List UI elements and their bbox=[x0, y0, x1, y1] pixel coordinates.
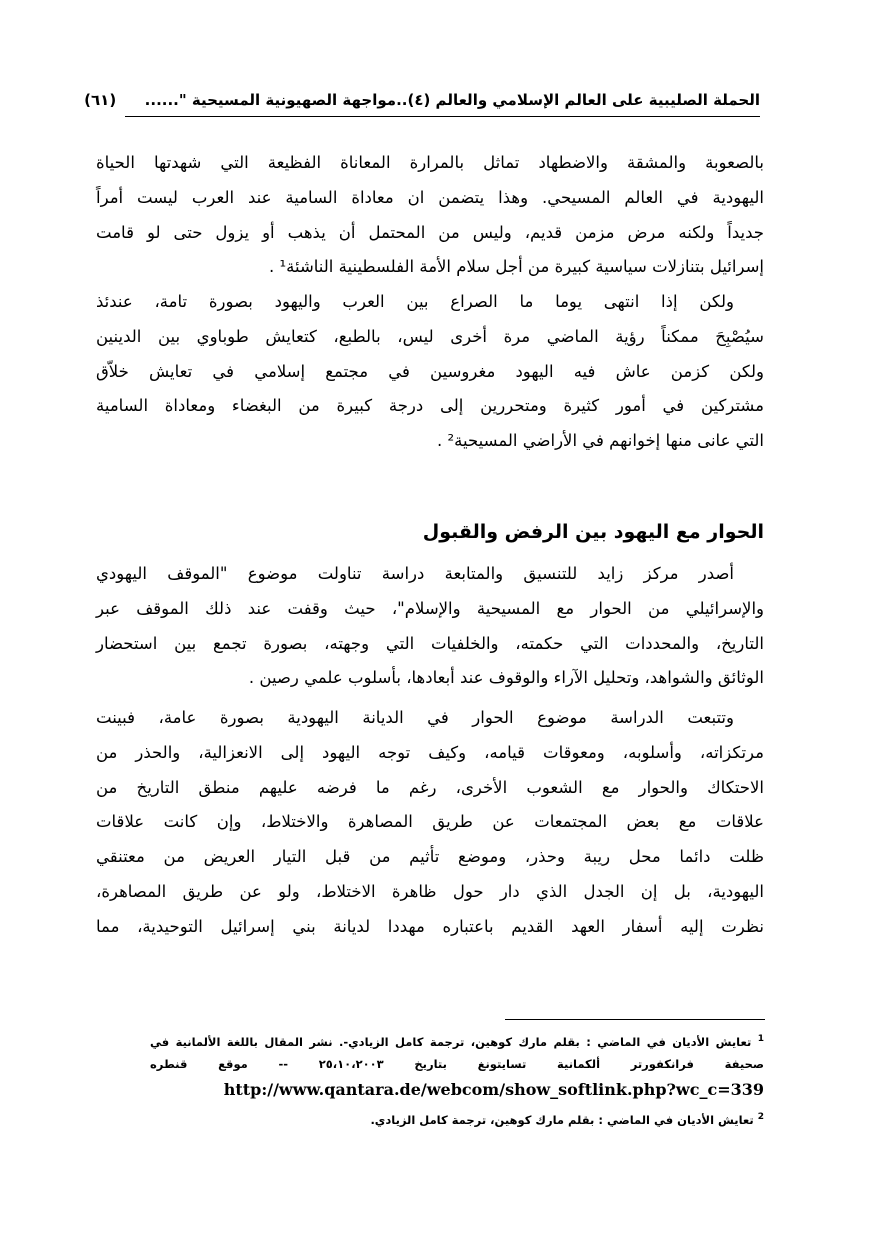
footnote-marker: 1 bbox=[757, 1034, 764, 1044]
paragraph-line: ولكن كزمن عاش فيه اليهود مغروسين في مجتمع إسلامي في تعايش خلاّق bbox=[96, 361, 764, 381]
footnote-2 bbox=[150, 1106, 764, 1131]
paragraph-line: مرتكزاته، وأسلوبه، ومعوقات قيامه، وكيف توجه اليهود إلى الانعزالية، والحذر من bbox=[96, 742, 764, 762]
paragraph-line: جديداً ولكنه مرض مزمن قديم، وليس من المحتمل أن يذهب أو يزول حتى لو قامت bbox=[96, 222, 764, 242]
paragraph-line: بالصعوبة والمشقة والاضطهاد تماثل بالمرارة المعاناة الفظيعة التي شهدتها الحياة bbox=[96, 153, 764, 172]
paragraph-line: التاريخ، والمحددات التي حكمته، والخلفيات التي وجهته، بصورة تجمع بين استحضار bbox=[96, 633, 764, 653]
paragraph-line: وتتبعت الدراسة موضوع الحوار في الديانة اليهودية بصورة عامة، فبينت bbox=[96, 708, 734, 727]
header-title: الحملة الصليبية على العالم الإسلامي والعالم (٤)..مواجهة الصهيونية المسيحية "...... bbox=[144, 91, 760, 109]
footnote-marker: 2 bbox=[757, 1112, 764, 1122]
footnote-text: تعايش الأديان في الماضي : بقلم مارك كوهين، ترجمة كامل الزيادي. bbox=[370, 1112, 754, 1127]
paragraph-line: مشتركين في أمور كثيرة ومتحررين إلى درجة كبيرة من البغضاء ومعاداة السامية bbox=[96, 396, 764, 416]
paragraph-1 bbox=[96, 146, 764, 285]
footnote-line bbox=[150, 1028, 764, 1053]
paragraph-line: نظرت إليه أسفار العهد القديم باعتباره مهددا لديانة بني إسرائيل التوحيدية، مما bbox=[96, 916, 764, 936]
paragraph-line: سيُصْبِحَ ممكناً رؤية الماضي مرة أخرى ليس، بالطبع، كتعايش طوباوي بين الدينين bbox=[96, 326, 764, 346]
section-heading: الحوار مع اليهود بين الرفض والقبول bbox=[422, 521, 764, 543]
footnote-divider bbox=[505, 1019, 765, 1020]
paragraph-line: اليهودية، بل إن الجدل الذي دار حول ظاهرة الاختلاط، ولو عن طريق المصاهرة، bbox=[96, 881, 764, 901]
header-divider bbox=[125, 116, 760, 117]
paragraph-line: التي عانى منها إخوانهم في الأراضي المسيحية² . bbox=[437, 431, 764, 451]
paragraph-line: ظلت دائما محل ريبة وحذر، وموضع تأثيم من قبل التيار العريض من معتنقي bbox=[96, 847, 764, 867]
paragraph-3 bbox=[96, 557, 764, 696]
footnote-line bbox=[150, 1106, 764, 1131]
paragraph-line: اليهودية في العالم المسيحي. وهذا يتضمن ان معاداة السامية عند العرب ليست أمراً bbox=[96, 187, 764, 207]
paragraph-line: إسرائيل بتنازلات سياسية كبيرة من أجل سلام الأمة الفلسطينية الناشئة¹ . bbox=[269, 257, 764, 277]
paragraph-line: أصدر مركز زايد للتنسيق والمتابعة دراسة تناولت موضوع "الموقف اليهودي bbox=[96, 564, 734, 583]
header-page-number: (٦١) bbox=[84, 91, 117, 109]
paragraph-line: الاحتكاك والحوار مع الشعوب الأخرى، رغم ما فرضه عليهم منطق التاريخ من bbox=[96, 777, 764, 797]
footnote-url: http://www.qantara.de/webcom/show_softlink.php?wc_c=339 bbox=[223, 1080, 764, 1099]
paragraph-line: الوثائق والشواهد، وتحليل الآراء والوقوف عند أبعادها، بأسلوب علمي رصين . bbox=[248, 668, 764, 688]
footnote-text: تعايش الأديان في الماضي : بقلم مارك كوهين، ترجمة كامل الزيادي-. نشر المقال باللغة الألمانية في bbox=[150, 1034, 752, 1049]
footnote-1 bbox=[150, 1028, 764, 1075]
paragraph-line: ولكن إذا انتهى يوما ما الصراع بين العرب واليهود بصورة تامة، عندئذ bbox=[96, 292, 734, 311]
footnote-line: صحيفة فرانكفورتر ألكمانية تسايتونغ بتاريخ ٢٥،١٠،٢٠٠٣ -- موقع قنطره bbox=[150, 1056, 764, 1071]
paragraph-2 bbox=[96, 285, 764, 459]
running-header bbox=[84, 88, 760, 112]
paragraph-line: علاقات مع بعض المجتمعات عن طريق المصاهرة والاختلاط، وإن كانت علاقات bbox=[96, 812, 764, 832]
paragraph-line: والإسرائيلي من الحوار مع المسيحية والإسلام"، حيث وقفت عند ذلك الموقف عبر bbox=[96, 598, 764, 618]
paragraph-4 bbox=[96, 701, 764, 945]
